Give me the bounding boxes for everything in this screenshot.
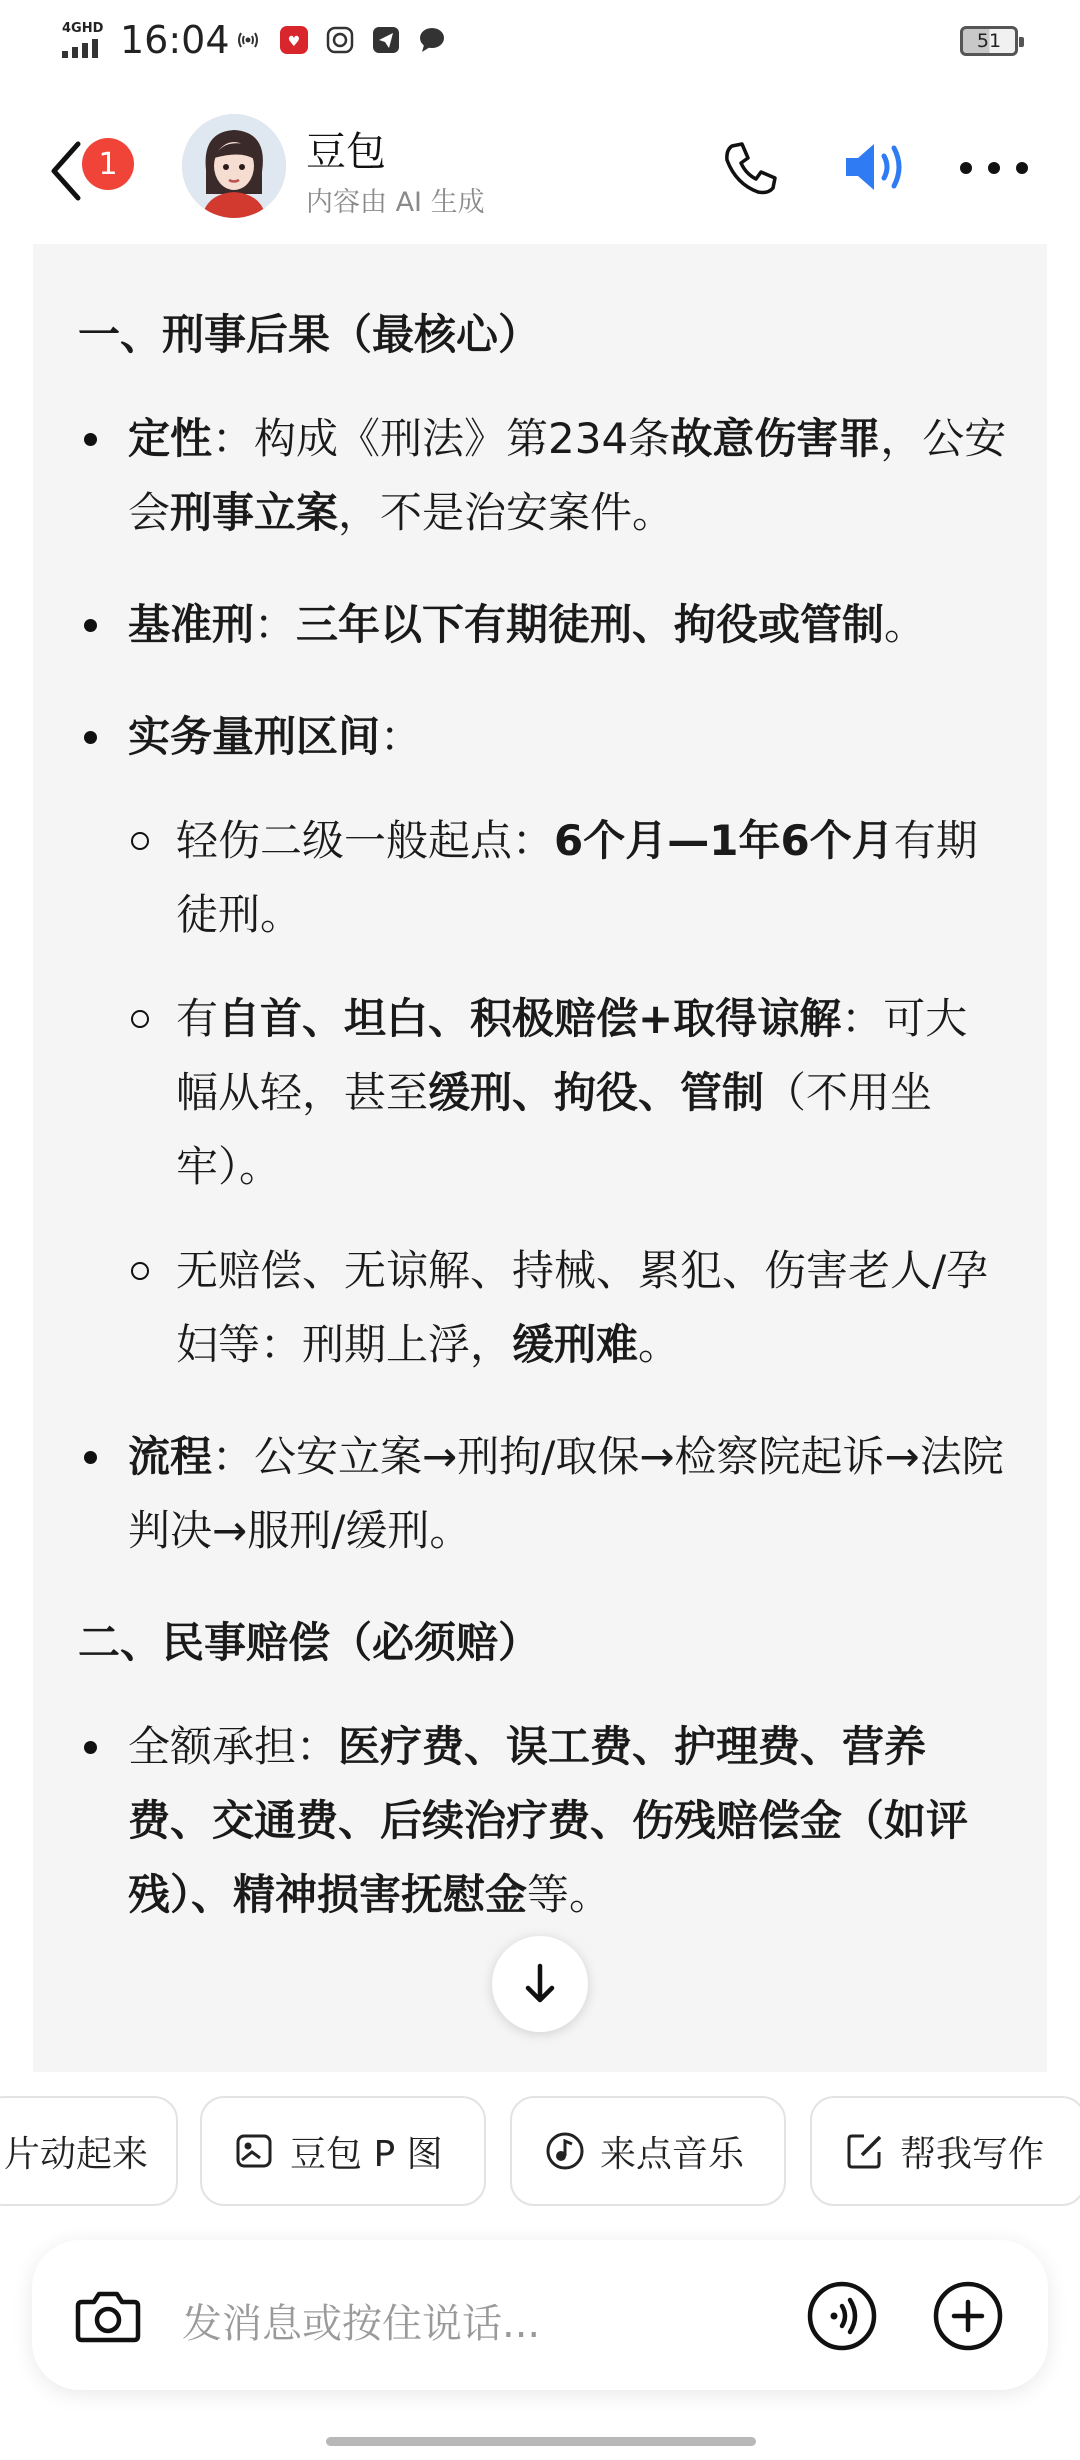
image-edit-icon	[232, 2128, 278, 2174]
call-button[interactable]	[718, 136, 782, 200]
message-input-bar	[32, 2240, 1048, 2390]
list-item: 基准刑：三年以下有期徒刑、拘役或管制。	[78, 588, 1008, 662]
suggestion-chip[interactable]: 帮我写作	[810, 2096, 1080, 2206]
list-item: 全额承担：医疗费、误工费、护理费、营养费、交通费、后续治疗费、伤残赔偿金（如评残）、精神损害抚慰金等。	[78, 1710, 1008, 1932]
message-content	[78, 298, 1008, 1970]
speaker-icon	[840, 134, 912, 200]
avatar[interactable]	[182, 114, 286, 218]
music-icon	[542, 2128, 588, 2174]
battery-indicator: 51	[960, 26, 1018, 56]
speaker-button[interactable]	[840, 134, 912, 200]
chat-header	[0, 84, 1080, 244]
dot-icon	[1016, 162, 1028, 174]
chat-bubble-icon	[416, 24, 448, 56]
sub-list-item: 有自首、坦白、积极赔偿+取得谅解：可大幅从轻，甚至缓刑、拘役、管制（不用坐牢）。	[78, 982, 1008, 1204]
home-indicator[interactable]	[326, 2437, 756, 2446]
camera-button[interactable]	[72, 2280, 144, 2352]
compass-icon	[324, 24, 356, 56]
more-options-button[interactable]	[960, 158, 1028, 178]
section-heading: 二、民事赔偿（必须赔）	[78, 1618, 541, 1667]
voice-input-button[interactable]	[806, 2280, 878, 2352]
send-icon	[370, 24, 402, 56]
status-bar	[0, 0, 1080, 84]
list-item: 流程：公安立案→刑拘/取保→检察院起诉→法院判决→服刑/缓刑。	[78, 1420, 1008, 1568]
assistant-message	[33, 244, 1047, 2072]
sub-list-item: 轻伤二级一般起点：6个月—1年6个月有期徒刑。	[78, 804, 1008, 952]
phone-icon	[718, 136, 782, 200]
network-type: 4GHD	[62, 21, 104, 36]
notification-icons	[232, 24, 448, 56]
hotspot-icon	[232, 24, 264, 56]
scroll-to-bottom-button[interactable]	[492, 1936, 588, 2032]
ai-disclaimer: 内容由 AI 生成	[306, 187, 485, 218]
suggestion-chip[interactable]: 来点音乐	[510, 2096, 786, 2206]
clock: 16:04	[120, 18, 230, 62]
suggestion-chip[interactable]: 片动起来	[0, 2096, 178, 2206]
dot-icon	[988, 162, 1000, 174]
plus-icon	[932, 2280, 1004, 2352]
suggestion-chip[interactable]: 豆包 P 图	[200, 2096, 486, 2206]
edit-icon	[842, 2128, 888, 2174]
section-heading: 一、刑事后果（最核心）	[78, 310, 541, 359]
list-item: 实务量刑区间： 轻伤二级一般起点：6个月—1年6个月有期徒刑。 有自首、坦白、积极赔偿+取得谅解：可大幅从轻，甚至缓刑、拘役、管制（不用坐牢）。 无赔偿、无谅解、持械、累犯、伤害老人/孕妇等：刑期上浮，缓刑难。	[78, 700, 1008, 1382]
sub-list-item: 无赔偿、无谅解、持械、累犯、伤害老人/孕妇等：刑期上浮，缓刑难。	[78, 1234, 1008, 1382]
list-item: 定性：构成《刑法》第234条故意伤害罪，公安会刑事立案，不是治安案件。	[78, 402, 1008, 550]
voice-wave-icon	[806, 2280, 878, 2352]
sub-list	[128, 804, 1008, 1382]
arrow-down-icon	[520, 1960, 560, 2008]
unread-badge: 1	[82, 138, 134, 190]
camera-icon	[72, 2280, 144, 2352]
svg-text:♥: ♥	[287, 34, 301, 50]
app-icon	[278, 24, 310, 56]
dot-icon	[960, 162, 972, 174]
contact-name: 豆包	[306, 129, 386, 175]
add-attachment-button[interactable]	[932, 2280, 1004, 2352]
signal-icon	[62, 38, 114, 58]
message-input[interactable]: 发消息或按住说话...	[182, 2301, 541, 2347]
